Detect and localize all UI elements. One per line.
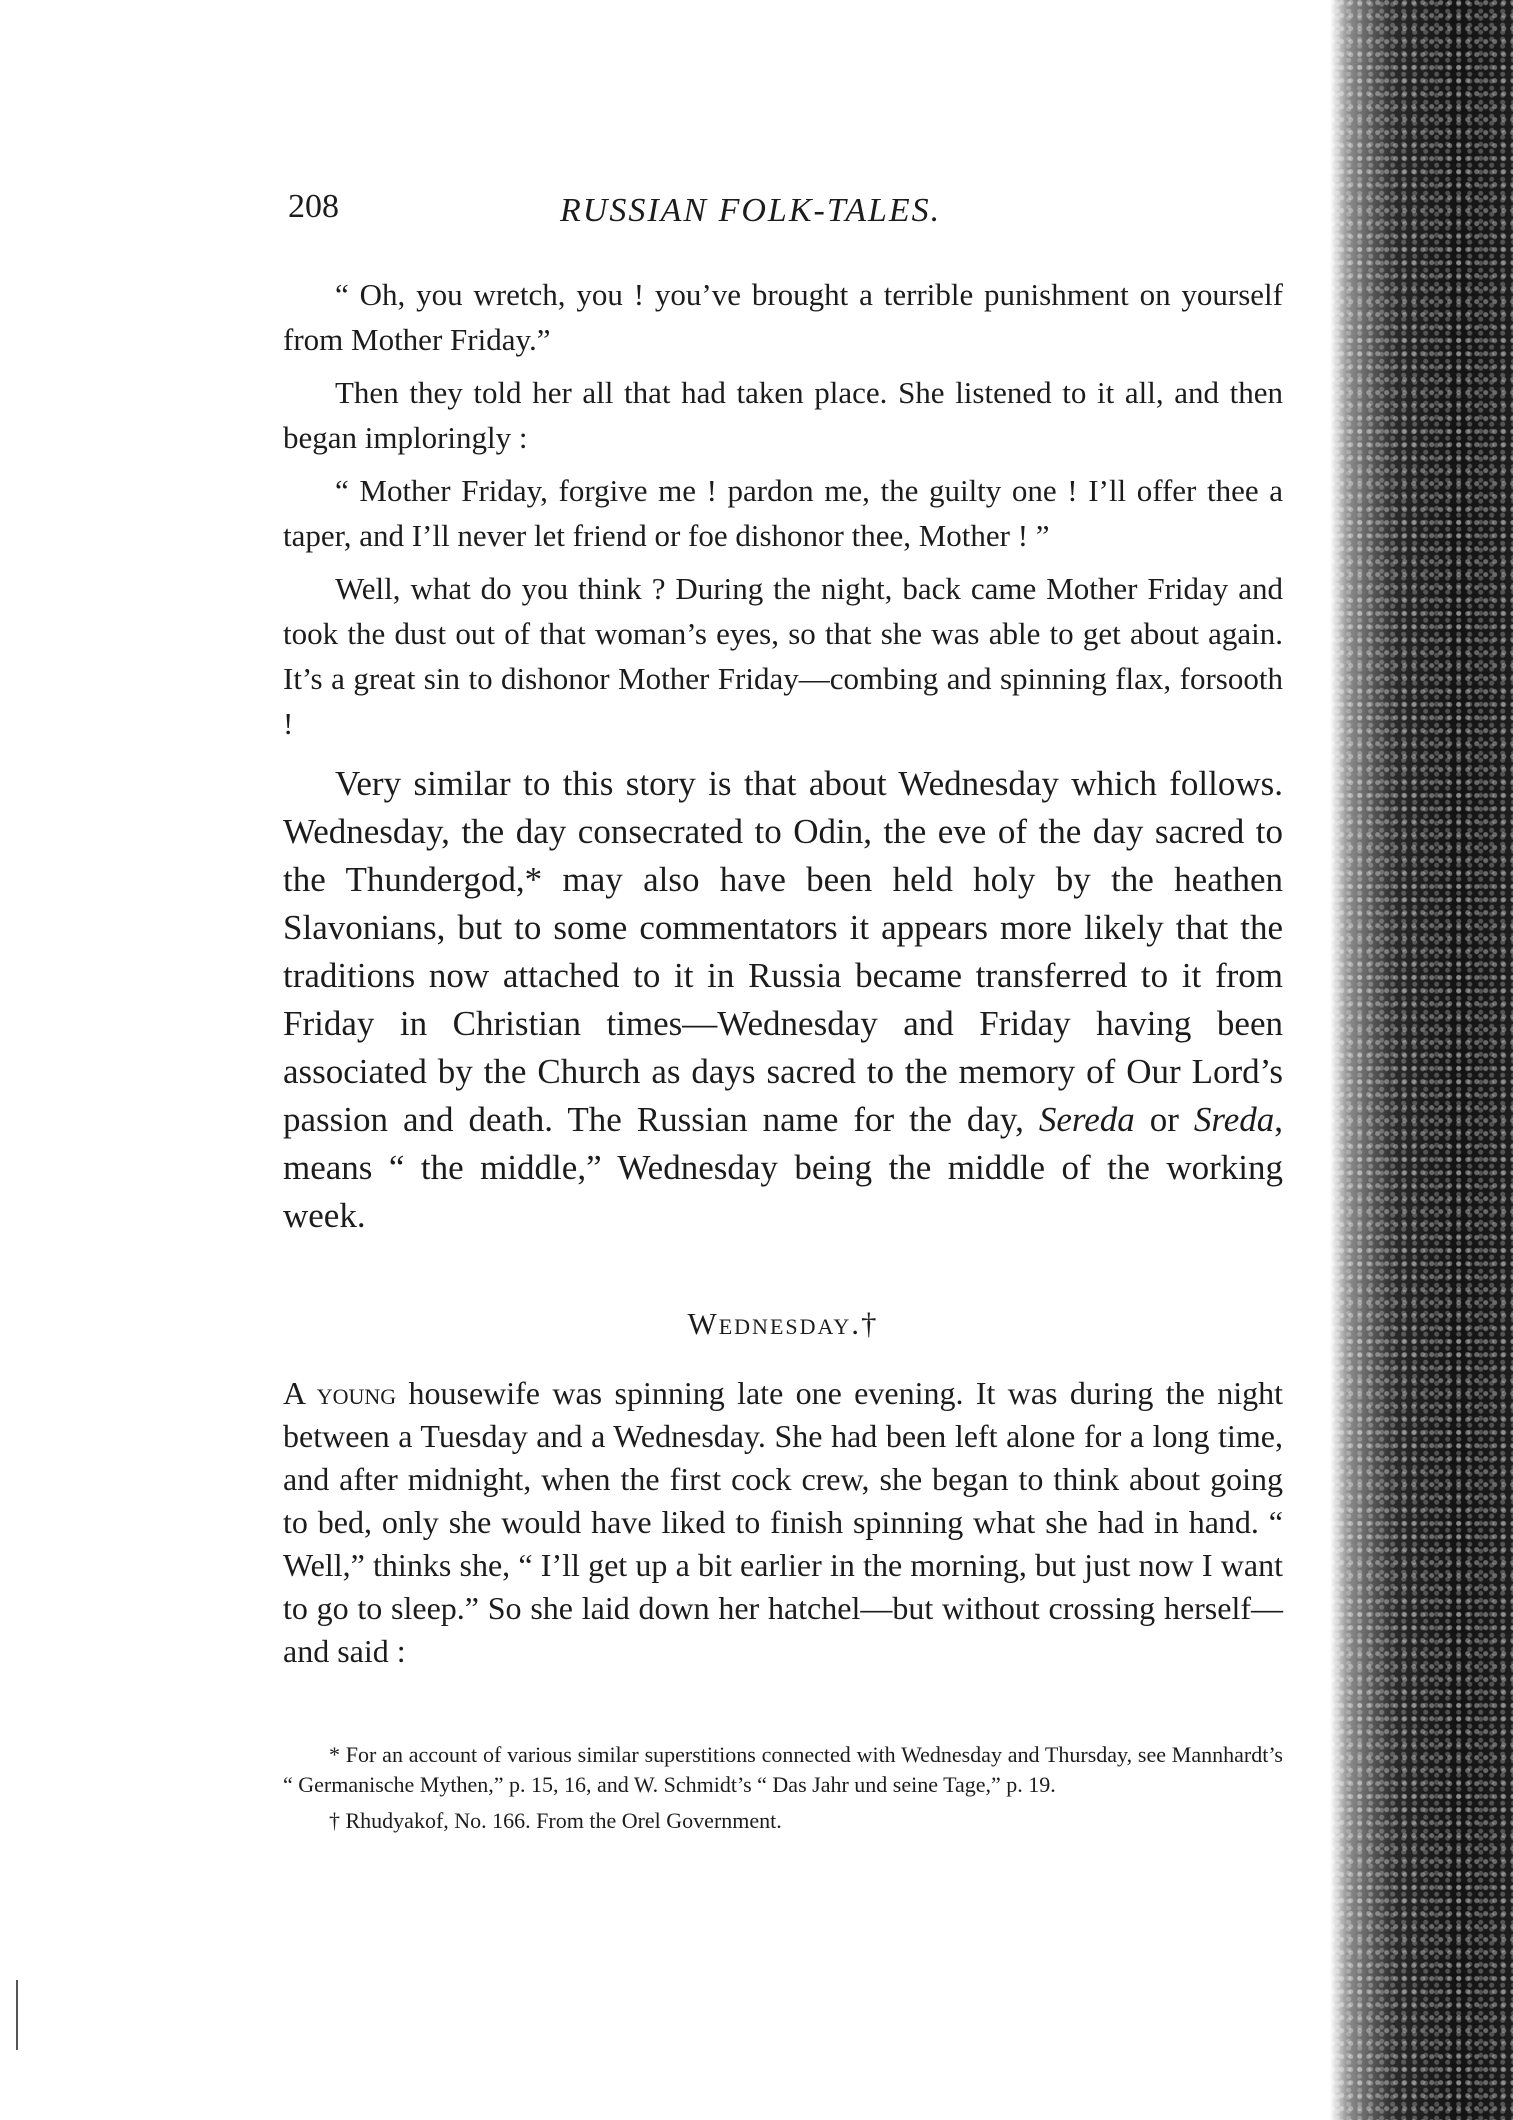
footnotes bbox=[283, 1740, 1283, 1836]
commentary-or: or bbox=[1134, 1100, 1194, 1139]
paragraph-commentary bbox=[283, 760, 1283, 1240]
footnote-star: * For an account of various similar superstitions connected with Wednesday and Thursday, see Mannhardt’s “ Germanische Mythen,” p. 15, 16, and W. Schmidt’s “ Das Jahr und seine Tage,” p. 19. bbox=[283, 1742, 1283, 1797]
term-sereda: Sereda bbox=[1038, 1100, 1135, 1139]
paragraph-wretch: “ Oh, you wretch, you ! you’ve brought a terrible punishment on yourself from Mother Friday.” bbox=[283, 277, 1283, 357]
page-number: 208 bbox=[288, 188, 339, 225]
footnote-dagger: † Rhudyakof, No. 166. From the Orel Government. bbox=[329, 1808, 782, 1833]
paragraph-prayer: “ Mother Friday, forgive me ! pardon me, the guilty one ! I’ll offer thee a taper, and I’ll never let friend or foe dishonor thee, Mother ! ” bbox=[283, 473, 1283, 553]
paragraph-moral: Well, what do you think ? During the night, back came Mother Friday and took the dust out of that woman’s eyes, so that she was able to get about again. It’s a great sin to dishonor Mother Friday—combing and spinning flax, forsooth ! bbox=[283, 571, 1283, 741]
commentary-block bbox=[283, 760, 1283, 1240]
commentary-text-2: , means “ the middle,” Wednesday being the middle of the working week. bbox=[283, 1100, 1283, 1235]
running-title: RUSSIAN FOLK-TALES. bbox=[560, 192, 942, 229]
tale-lead-words: A young bbox=[283, 1375, 397, 1411]
friday-tale-ending bbox=[283, 272, 1283, 746]
page-header bbox=[288, 188, 1288, 248]
scan-speck bbox=[16, 1980, 18, 2050]
paragraph-tale-opening bbox=[283, 1372, 1283, 1673]
term-sreda: Sreda bbox=[1193, 1100, 1275, 1139]
paragraph-told-her: Then they told her all that had taken place. She listened to it all, and then began imploringly : bbox=[283, 375, 1283, 455]
wednesday-tale bbox=[283, 1372, 1283, 1673]
section-title: Wednesday.† bbox=[687, 1306, 879, 1341]
tale-text: housewife was spinning late one evening. It was during the night between a Tuesday and a Wednesday. She had been left alone for a long time, and after midnight, when the first cock crew, she began to think about going to bed, only she would have liked to finish spinning what she had in hand. “ Well,” thinks she, “ I’ll get up a bit earlier in the morning, but just now I want to go to sleep.” So she laid down her hatchel—but without crossing herself—and said : bbox=[283, 1375, 1283, 1669]
scan-binding-shadow bbox=[1330, 0, 1513, 2120]
commentary-text-1: Very similar to this story is that about Wednesday which follows. Wednesday, the day consecrated to Odin, the eve of the day sacred to the Thundergod,* may also have been held holy by the heathen Slavonians, but to some commentators it appears more likely that the traditions now attached to it in Russia became transferred to it from Friday in Christian times—Wednesday and Friday having been associated by the Church as days sacred to the memory of Our Lord’s passion and death. The Russian name for the day, bbox=[283, 764, 1283, 1139]
